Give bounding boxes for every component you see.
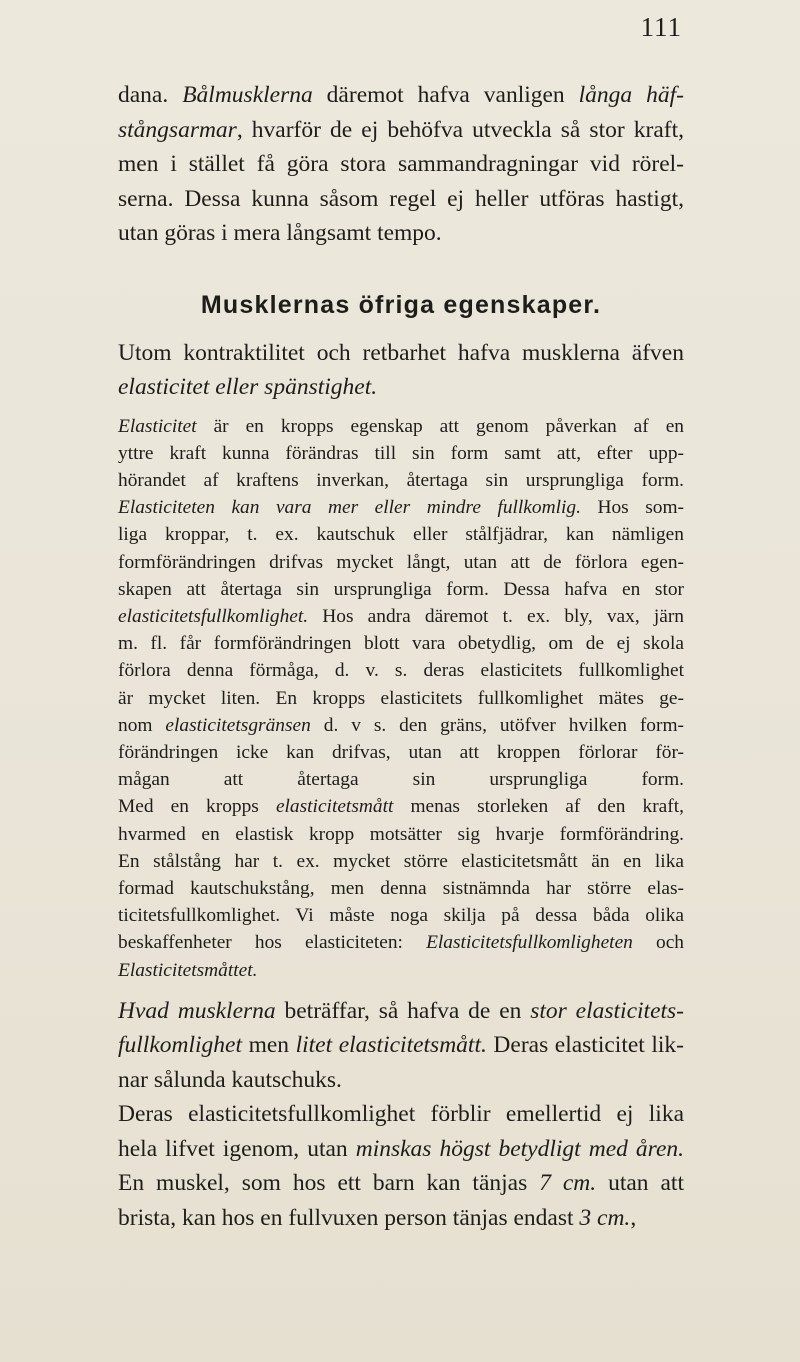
- italic-run: Elasticitetsmåttet.: [118, 959, 258, 981]
- text-line: stångsarmar, hvarför de ej behöfva utveckla så stor kraft,: [118, 116, 684, 143]
- text-line: m. fl. får formförändringen blott vara obetydlig, om de ej skola: [118, 633, 684, 655]
- text-line: nar sålunda kautschuks.: [118, 1066, 342, 1093]
- text-line: En muskel, som hos ett barn kan tänjas 7 cm. utan att: [118, 1170, 684, 1197]
- italic-run: litet elasticitetsmått.: [295, 1032, 487, 1059]
- text-line: formförändringen drifvas mycket långt, utan att de förlora egen-: [118, 551, 684, 573]
- opening-paragraph: [118, 78, 684, 251]
- italic-run: elasticitetsmått: [275, 796, 394, 818]
- italic-run: Elasticitet: [118, 415, 197, 437]
- text-line: är mycket liten. En kropps elasticitets fullkomlighet mätes ge-: [118, 687, 684, 709]
- text-line: utan göras i mera långsamt tempo.: [118, 220, 442, 246]
- italic-run: 3 cm.: [579, 1204, 631, 1231]
- text-line: liga kroppar, t. ex. kautschuk eller stålfjädrar, kan nämligen: [118, 524, 684, 546]
- italic-run: långa häf-: [578, 82, 684, 108]
- intro-paragraph: [118, 336, 684, 405]
- text-line: Deras elasticitetsfullkomlighet förblir emellertid ej lika: [118, 1101, 684, 1128]
- italic-run: stor elasticitets-: [530, 997, 684, 1024]
- text-line: Utom kontraktilitet och retbarhet hafva musklerna äfven: [118, 339, 684, 366]
- text-line: fullkomlighet men litet elasticitetsmått. Deras elasticitet lik-: [118, 1032, 684, 1059]
- text-line: nom elasticitetsgränsen d. v s. den gräns, utöfver hvilken form-: [118, 714, 684, 736]
- text-line: [118, 370, 684, 405]
- text-line: mågan att återtaga sin ursprungliga form.: [118, 769, 684, 791]
- text-line: hvarmed en elastisk kropp motsätter sig hvarje formförändring.: [118, 823, 684, 845]
- page-content: [118, 78, 684, 1235]
- italic-run: fullkomlighet: [118, 1032, 243, 1059]
- text-line: förlora denna förmåga, d. v. s. deras elasticitets fullkomlighet: [118, 660, 684, 682]
- text-line: dana. Bålmusklerna däremot hafva vanligen långa häf-: [118, 82, 684, 108]
- text-line: brista, kan hos en fullvuxen person tänjas endast 3 cm.,: [118, 1204, 637, 1231]
- text-line: serna. Dessa kunna såsom regel ej heller utföras hastigt,: [118, 185, 684, 212]
- italic-run: elasticitetsfullkomlighet.: [118, 605, 309, 627]
- italic-run: Bålmusklerna: [182, 82, 313, 108]
- elasticity-definition-paragraph: [118, 413, 684, 984]
- italic-run: Elasticiteten kan vara mer eller mindre fullkomlig.: [118, 497, 581, 519]
- italic-run: Hvad musklerna: [118, 997, 276, 1024]
- text-line: förändringen icke kan drifvas, utan att kroppen förlorar för-: [118, 741, 684, 763]
- section-heading: Musklernas öfriga egenskaper.: [200, 290, 602, 319]
- text-line: men i stället få göra stora sammandragningar vid rörel-: [118, 151, 684, 177]
- text-line: Elasticitet är en kropps egenskap att genom påverkan af en: [118, 415, 684, 437]
- text-line: ticitetsfullkomlighet. Vi måste noga skilja på dessa båda olika: [118, 905, 684, 927]
- text-line: yttre kraft kunna förändras till sin form samt att, efter upp-: [118, 442, 684, 464]
- text-line: [118, 957, 684, 984]
- text-line: beskaffenheter hos elasticiteten: Elasticitetsfullkomligheten och: [118, 932, 684, 954]
- text-line: formad kautschukstång, men denna sistnämnda har större elas-: [118, 877, 684, 899]
- italic-run: stångsarmar: [118, 116, 237, 143]
- text-line: elasticitetsfullkomlighet. Hos andra däremot t. ex. bly, vax, järn: [118, 605, 684, 627]
- page-number: 111: [640, 12, 682, 42]
- italic-run: elasticitet eller spänstighet.: [118, 374, 378, 400]
- text-line: Elasticiteten kan vara mer eller mindre fullkomlig. Hos som-: [118, 497, 684, 519]
- italic-run: 7 cm.: [539, 1170, 597, 1197]
- italic-run: minskas högst betydligt med åren.: [355, 1135, 685, 1162]
- age-elasticity-paragraph: [118, 1097, 684, 1235]
- italic-run: Elasticitetsfullkomligheten: [426, 932, 633, 954]
- muscle-elasticity-paragraph: [118, 994, 684, 1098]
- text-line: Hvad musklerna beträffar, så hafva de en stor elasticitets-: [118, 997, 684, 1024]
- text-line: hela lifvet igenom, utan minskas högst betydligt med åren.: [118, 1135, 685, 1162]
- text-line: En stålstång har t. ex. mycket större elasticitetsmått än en lika: [118, 850, 684, 872]
- text-line: skapen att återtaga sin ursprungliga form. Dessa hafva en stor: [118, 578, 684, 600]
- text-line: Med en kropps elasticitetsmått menas storleken af den kraft,: [118, 796, 684, 818]
- italic-run: elasticitetsgränsen: [165, 714, 311, 736]
- text-line: hörandet af kraftens inverkan, återtaga sin ursprungliga form.: [118, 469, 684, 491]
